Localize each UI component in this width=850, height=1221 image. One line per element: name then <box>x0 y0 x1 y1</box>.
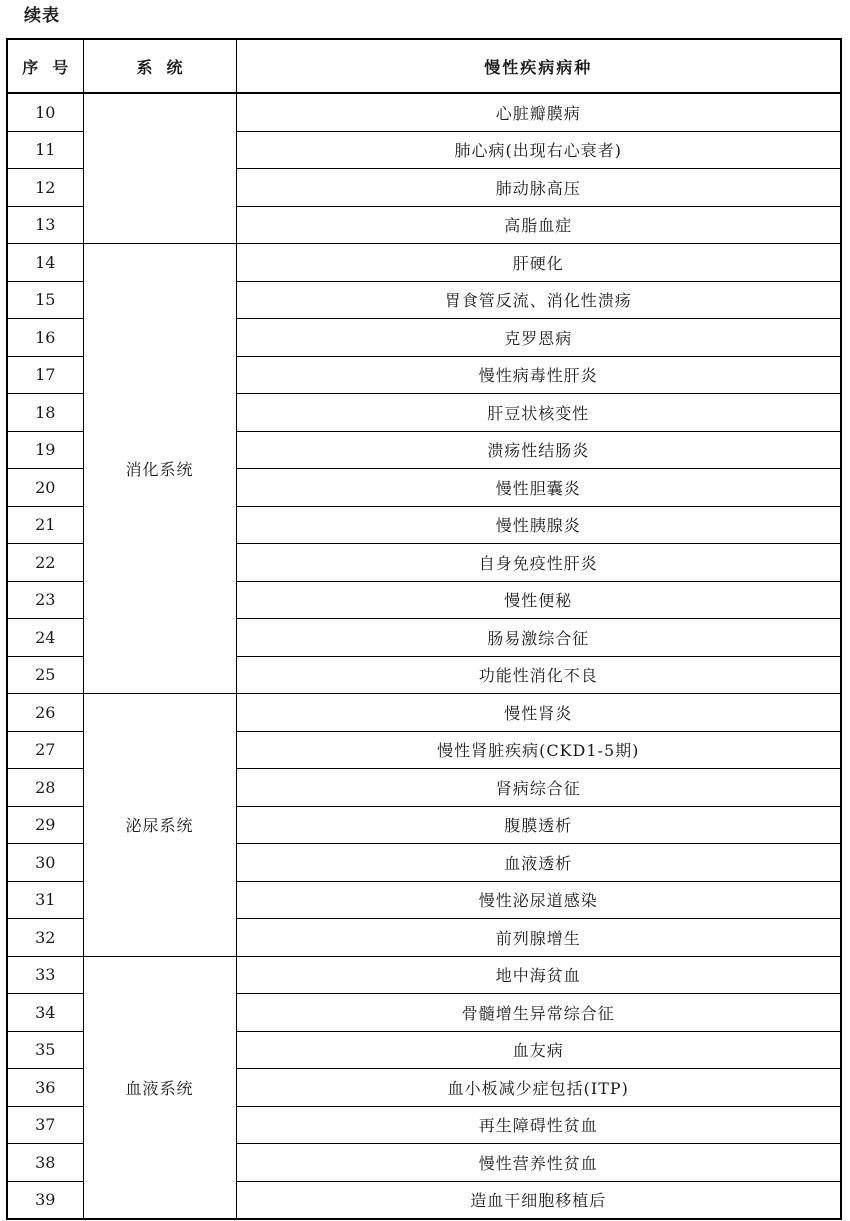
disease-cell: 慢性泌尿道感染 <box>236 881 841 919</box>
row-number-cell: 29 <box>7 806 83 844</box>
row-number-cell: 22 <box>7 544 83 582</box>
disease-cell: 胃食管反流、消化性溃疡 <box>236 281 841 319</box>
disease-cell: 慢性病毒性肝炎 <box>236 356 841 394</box>
row-number-cell: 19 <box>7 431 83 469</box>
system-cell <box>83 93 236 244</box>
row-number-cell: 20 <box>7 469 83 507</box>
disease-cell: 前列腺增生 <box>236 919 841 957</box>
row-number-cell: 31 <box>7 881 83 919</box>
disease-cell: 血友病 <box>236 1031 841 1069</box>
disease-cell: 克罗恩病 <box>236 319 841 357</box>
table-header-row <box>7 39 841 93</box>
disease-cell: 肝硬化 <box>236 244 841 282</box>
row-number-cell: 38 <box>7 1144 83 1182</box>
table-row <box>7 244 841 282</box>
disease-cell: 肾病综合征 <box>236 769 841 807</box>
row-number-cell: 11 <box>7 131 83 169</box>
row-number-cell: 16 <box>7 319 83 357</box>
row-number-cell: 32 <box>7 919 83 957</box>
row-number-cell: 10 <box>7 93 83 131</box>
system-cell: 泌尿系统 <box>83 694 236 957</box>
disease-cell: 慢性便秘 <box>236 581 841 619</box>
disease-cell: 自身免疫性肝炎 <box>236 544 841 582</box>
header-number: 序号 <box>7 39 83 93</box>
disease-cell: 溃疡性结肠炎 <box>236 431 841 469</box>
disease-cell: 血小板减少症包括(ITP) <box>236 1069 841 1107</box>
disease-cell: 造血干细胞移植后 <box>236 1181 841 1219</box>
header-system: 系统 <box>83 39 236 93</box>
disease-cell: 地中海贫血 <box>236 956 841 994</box>
disease-cell: 慢性胆囊炎 <box>236 469 841 507</box>
disease-cell: 骨髓增生异常综合征 <box>236 994 841 1032</box>
row-number-cell: 35 <box>7 1031 83 1069</box>
row-number-cell: 14 <box>7 244 83 282</box>
header-disease: 慢性疾病病种 <box>236 39 841 93</box>
row-number-cell: 15 <box>7 281 83 319</box>
row-number-cell: 26 <box>7 694 83 732</box>
disease-cell: 肺动脉高压 <box>236 169 841 207</box>
row-number-cell: 37 <box>7 1106 83 1144</box>
row-number-cell: 24 <box>7 619 83 657</box>
row-number-cell: 12 <box>7 169 83 207</box>
row-number-cell: 17 <box>7 356 83 394</box>
table-row <box>7 93 841 131</box>
table-row <box>7 694 841 732</box>
disease-cell: 肠易激综合征 <box>236 619 841 657</box>
table-caption: 续表 <box>24 6 60 26</box>
disease-cell: 再生障碍性贫血 <box>236 1106 841 1144</box>
disease-cell: 高脂血症 <box>236 206 841 244</box>
row-number-cell: 34 <box>7 994 83 1032</box>
row-number-cell: 25 <box>7 656 83 694</box>
row-number-cell: 27 <box>7 731 83 769</box>
disease-cell: 功能性消化不良 <box>236 656 841 694</box>
disease-cell: 腹膜透析 <box>236 806 841 844</box>
row-number-cell: 18 <box>7 394 83 432</box>
disease-cell: 慢性肾脏疾病(CKD1-5期) <box>236 731 841 769</box>
disease-cell: 慢性胰腺炎 <box>236 506 841 544</box>
disease-cell: 心脏瓣膜病 <box>236 93 841 131</box>
system-cell: 消化系统 <box>83 244 236 694</box>
row-number-cell: 36 <box>7 1069 83 1107</box>
row-number-cell: 23 <box>7 581 83 619</box>
row-number-cell: 21 <box>7 506 83 544</box>
row-number-cell: 30 <box>7 844 83 882</box>
row-number-cell: 39 <box>7 1181 83 1219</box>
disease-cell: 血液透析 <box>236 844 841 882</box>
disease-cell: 慢性肾炎 <box>236 694 841 732</box>
row-number-cell: 28 <box>7 769 83 807</box>
disease-table <box>6 38 842 1220</box>
table-row <box>7 956 841 994</box>
row-number-cell: 13 <box>7 206 83 244</box>
disease-cell: 肝豆状核变性 <box>236 394 841 432</box>
system-cell: 血液系统 <box>83 956 236 1219</box>
table-body <box>7 93 841 1219</box>
disease-cell: 慢性营养性贫血 <box>236 1144 841 1182</box>
disease-cell: 肺心病(出现右心衰者) <box>236 131 841 169</box>
row-number-cell: 33 <box>7 956 83 994</box>
